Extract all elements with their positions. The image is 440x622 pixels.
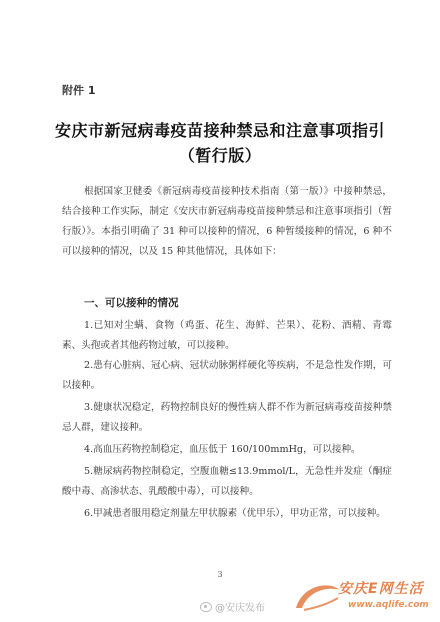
attachment-label: 附件 1 bbox=[62, 84, 96, 97]
weibo-handle: @安庆发布 bbox=[215, 603, 265, 614]
document-subtitle: （暂行版） bbox=[178, 146, 262, 165]
list-item: 5.糖尿病药物控制稳定，空腹血糖≤13.9mmol/L，无急性并发症（酮症酸中毒、高渗状态、乳酸酸中毒），可以接种。 bbox=[62, 466, 392, 497]
list-item: 1.已知对尘螨、食物（鸡蛋、花生、海鲜、芒果）、花粉、酒精、青霉素、头孢或者其他药物过敏，可以接种。 bbox=[62, 320, 392, 351]
page-number: 3 bbox=[217, 570, 223, 579]
document-title: 安庆市新冠病毒疫苗接种禁忌和注意事项指引 bbox=[54, 121, 385, 140]
intro-paragraph: 根据国家卫健委《新冠病毒疫苗接种技术指南（第一版）》中接种禁忌，结合接种工作实际，制定《安庆市新冠病毒疫苗接种禁忌和注意事项指引（暂行版）》。本指引明确了 31 种可以接种的情况，6 种暂缓接种的情况，6 种不可以接种的情况，以及 15 种其他情况，具体如下： bbox=[62, 186, 392, 257]
weibo-icon bbox=[200, 602, 212, 612]
list-item: 6.甲减患者服用稳定剂量左甲状腺素（优甲乐），甲功正常，可以接种。 bbox=[84, 508, 386, 519]
logo-text: 安庆E网生活 bbox=[338, 581, 424, 597]
logo-url: www.aqlife.com bbox=[348, 600, 429, 610]
section-heading: 一、可以接种的情况 bbox=[84, 297, 179, 309]
list-item: 2.患有心脏病、冠心病、冠状动脉粥样硬化等疾病，不是急性发作期，可以接种。 bbox=[62, 360, 392, 391]
swoosh-logo-icon bbox=[292, 578, 344, 618]
list-item: 3.健康状况稳定，药物控制良好的慢性病人群不作为新冠病毒疫苗接种禁忌人群，建议接种。 bbox=[62, 402, 392, 433]
list-item: 4.高血压药物控制稳定，血压低于 160/100mmHg，可以接种。 bbox=[84, 444, 361, 455]
weibo-watermark bbox=[200, 599, 265, 614]
